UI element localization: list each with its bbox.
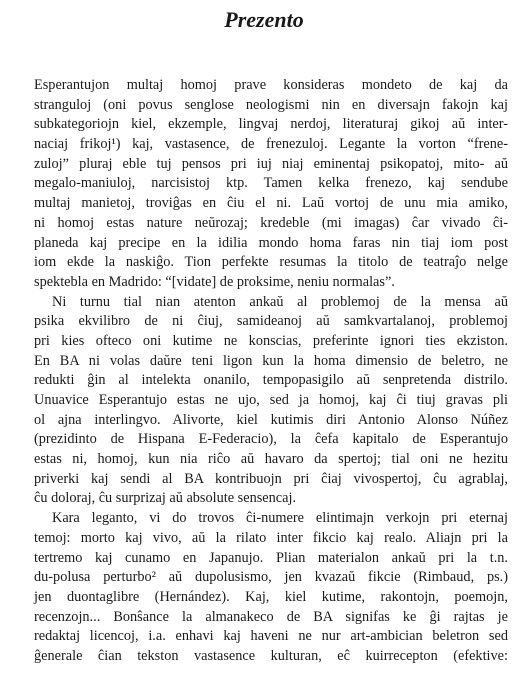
text-line: naciaj frikoj¹) kaj, vastasence, de frenezuloj. Legante la vorton “frene- [34,136,508,153]
page-title: Prezento [224,7,304,32]
text-line: spektebla en Madrido: “[vidate] de proksime, neniu normalas”. [34,273,395,290]
text-line: temoj: morto kaj vivo, aŭ la rilato inter fikcio kaj realo. Aliajn pri la [34,529,508,546]
text-line: redukti ĝin al intelekta onanilo, tempopasigilo aŭ senpretenda distrilo. [34,372,508,389]
text-line: Unuavice Esperantujo estas ne ujo, sed ja homoj, kaj ĉi tiuj gravas pli [34,392,508,408]
text-line: ol ajna interlingvo. Alivorte, kiel kutimis diri Antonio Alonso Núñez [34,411,508,428]
text-line: redaktaj licencoj, i.a. enhavi kaj haveni ne nur art-ambician beletron sed [34,628,508,645]
text-line: recenzojn... Bonŝance la almanakeco de BA signifas ke ĝi rajtas je [34,608,508,625]
text-line: priverki kaj sendi al BA kontribuojn pri ĉiaj vivospertoj, ĉu agrablaj, [34,470,508,487]
text-line: du-polusa perturbo² aŭ dupolusismo, jen kvazaŭ fikcie (Rimbaud, ps.) [34,569,508,586]
text-line: Esperantujon multaj homoj prave konsideras mondeto de kaj da [34,77,508,93]
text-line: (prezidinto de Hispana E-Federacio), la ĉefa kapitalo de Esperantujo [34,431,508,448]
text-line: planeda kaj precipe en la idilia mondo homa faras nin tiaj iom post [34,234,508,251]
text-line: En BA ni volas daŭre teni ligon kun la homa dimensio de beletro, ne [34,352,508,369]
text-line: estas ni, homoj, kun nia riĉo aŭ havaro da spertoj; tial oni ne hezitu [34,451,508,468]
text-line: Ni turnu tial nian atenton ankaŭ al problemoj de la mensa aŭ [52,293,508,310]
text-line: zuloj” pluraj eble tuj pensos pri iuj niaj eminentaj psikopatoj, mito- aŭ [34,155,508,172]
text-line: Kara leganto, vi do trovos ĉi-numere elintimajn verkojn pri eternaj [52,510,508,527]
text-line: stranguloj (oni povus senglose neologismi nin en diversajn fakojn kaj [34,96,508,113]
text-line: psika ekvilibro de ni ĉiuj, samideanoj aŭ samkvartalanoj, problemoj [34,313,508,330]
text-line: ĉu doloraj, ĉu surprizaj aŭ absolute sensencaj. [34,490,297,507]
text-line: iom ekde la naskiĝo. Tion perfekte resumas la titolo de teatraĵo nelge [34,254,508,271]
text-line: subkategoriojn kiel, ekzemple, lingvaj nerdoj, literaturaj gikoj aŭ inter- [34,116,508,133]
body-text [34,76,508,667]
text-line: multaj manietoj, troviĝas en ĉiu el ni. Laŭ vortoj de unu mia amiko, [34,195,508,212]
text-line: tertremo kaj cunamo en Japanujo. Plian materialon ankaŭ pri la t.n. [34,549,508,566]
text-line: ni homoj estas nature neŭrozaj; kredeble (mi imagas) ĉar vivado ĉi- [34,214,508,231]
text-line: pri kies ofteco oni kutime ne konscias, preferinte ignori ties ekziston. [34,332,508,349]
text-line: ĝenerale ĉian tekston vastasence kulturan, eĉ kuirrecepton (efektive: [34,647,508,664]
text-line: megalo-maniuloj, narcisistoj ktp. Tamen kelka frenezo, kaj sendube [34,175,508,192]
text-line: jen duontaglibre (Hernández). Kaj, kiel kutime, rakontojn, poemojn, [34,588,508,605]
